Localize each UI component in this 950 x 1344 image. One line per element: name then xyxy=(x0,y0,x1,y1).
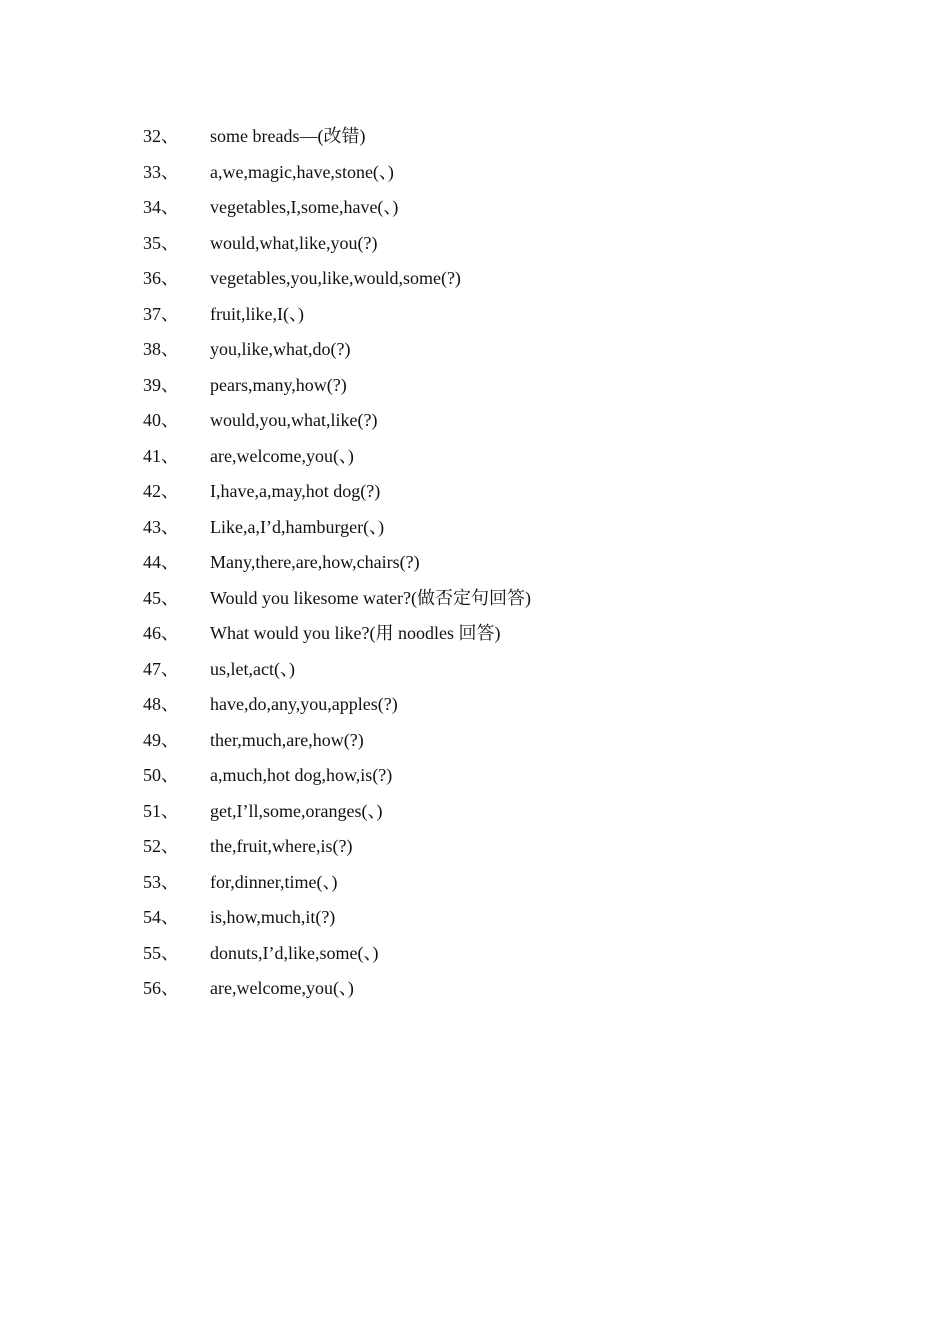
item-number: 33、 xyxy=(143,161,179,182)
item-text: vegetables,you,like,would,some(?) xyxy=(210,268,461,288)
item-text: are,welcome,you(、) xyxy=(210,445,354,466)
item-number: 37、 xyxy=(143,303,179,324)
item-text: some breads—(改错) xyxy=(210,126,366,146)
item-text: Many,there,are,how,chairs(?) xyxy=(210,552,420,572)
item-number: 36、 xyxy=(143,268,179,288)
item-number: 40、 xyxy=(143,410,179,430)
question-list xyxy=(143,119,531,1007)
item-number: 52、 xyxy=(143,836,179,856)
list-item xyxy=(143,155,531,191)
item-number: 39、 xyxy=(143,374,179,395)
item-text: Like,a,I’d,hamburger(、) xyxy=(210,516,385,537)
item-number: 45、 xyxy=(143,587,179,608)
list-item xyxy=(143,297,531,333)
list-item xyxy=(143,510,531,546)
item-number: 49、 xyxy=(143,729,179,750)
item-number: 47、 xyxy=(143,658,179,679)
item-number: 41、 xyxy=(143,445,179,466)
list-item xyxy=(143,190,531,226)
item-text: fruit,like,I(、) xyxy=(210,303,304,324)
item-text: you,like,what,do(?) xyxy=(210,339,351,359)
item-number: 42、 xyxy=(143,481,179,501)
item-number: 34、 xyxy=(143,197,179,217)
list-item xyxy=(143,723,531,759)
item-text: donuts,I’d,like,some(、) xyxy=(210,942,379,963)
item-text: Would you likesome water?(做否定句回答) xyxy=(210,587,531,608)
list-item xyxy=(143,581,531,617)
list-item xyxy=(143,758,531,794)
item-text: ther,much,are,how(?) xyxy=(210,729,364,750)
item-text: would,what,like,you(?) xyxy=(210,232,378,253)
list-item xyxy=(143,545,531,581)
list-item xyxy=(143,226,531,262)
list-item xyxy=(143,119,531,155)
item-number: 43、 xyxy=(143,516,179,537)
item-number: 38、 xyxy=(143,339,179,359)
list-item xyxy=(143,900,531,936)
item-text: I,have,a,may,hot dog(?) xyxy=(210,481,381,501)
item-text: get,I’ll,some,oranges(、) xyxy=(210,800,383,821)
item-number: 54、 xyxy=(143,907,179,927)
item-number: 46、 xyxy=(143,623,179,643)
list-item xyxy=(143,332,531,368)
item-text: the,fruit,where,is(?) xyxy=(210,836,353,856)
item-number: 55、 xyxy=(143,942,179,963)
item-number: 56、 xyxy=(143,978,179,998)
list-item xyxy=(143,687,531,723)
list-item xyxy=(143,439,531,475)
list-item xyxy=(143,794,531,830)
item-number: 48、 xyxy=(143,694,179,714)
item-text: for,dinner,time(、) xyxy=(210,871,338,892)
item-text: is,how,much,it(?) xyxy=(210,907,336,927)
list-item xyxy=(143,652,531,688)
item-number: 35、 xyxy=(143,232,179,253)
item-number: 51、 xyxy=(143,800,179,821)
list-item xyxy=(143,474,531,510)
item-text: a,we,magic,have,stone(、) xyxy=(210,161,394,182)
item-text: pears,many,how(?) xyxy=(210,374,347,395)
item-text: What would you like?(用 noodles 回答) xyxy=(210,623,501,643)
list-item xyxy=(143,971,531,1007)
list-item xyxy=(143,936,531,972)
list-item xyxy=(143,368,531,404)
item-text: have,do,any,you,apples(?) xyxy=(210,694,398,714)
item-text: are,welcome,you(、) xyxy=(210,978,354,998)
item-number: 44、 xyxy=(143,552,179,572)
item-number: 50、 xyxy=(143,765,179,785)
item-text: us,let,act(、) xyxy=(210,658,295,679)
list-item xyxy=(143,616,531,652)
list-item xyxy=(143,829,531,865)
item-text: vegetables,I,some,have(、) xyxy=(210,197,399,217)
list-item xyxy=(143,261,531,297)
list-item xyxy=(143,865,531,901)
list-item xyxy=(143,403,531,439)
item-number: 53、 xyxy=(143,871,179,892)
item-text: would,you,what,like(?) xyxy=(210,410,378,430)
item-number: 32、 xyxy=(143,126,179,146)
item-text: a,much,hot dog,how,is(?) xyxy=(210,765,393,785)
